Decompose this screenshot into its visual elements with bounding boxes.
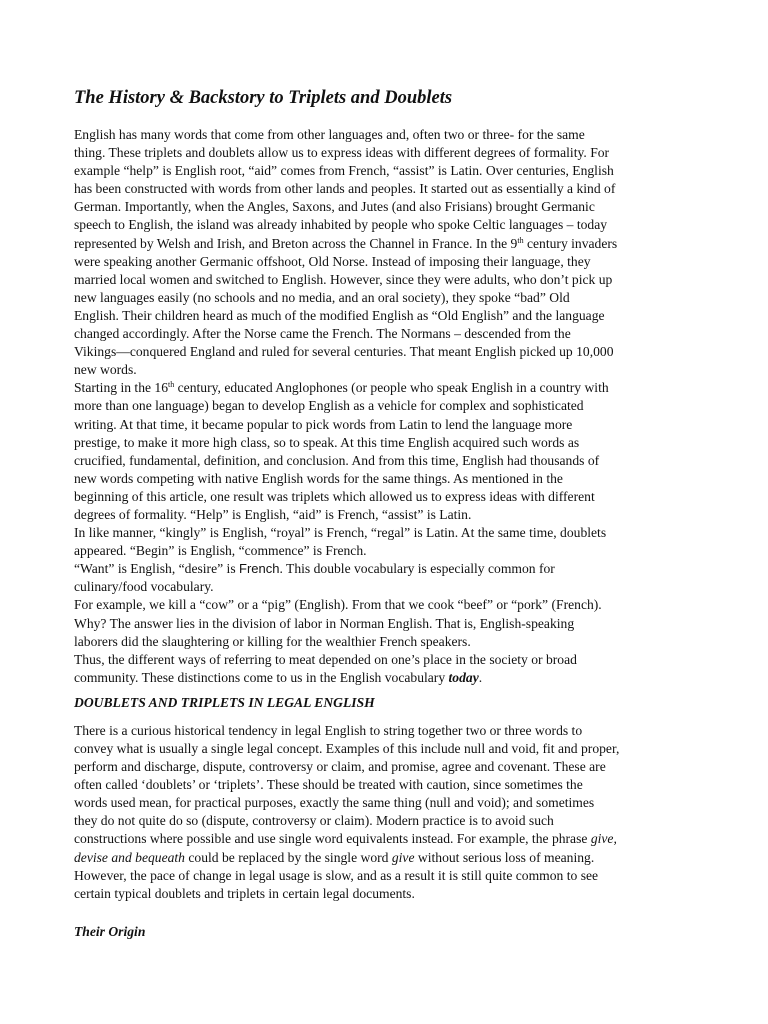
text-fragment: century, educated Anglophones (or people who speak English in a country with: [174, 380, 609, 396]
text-line: they do not quite do so (dispute, controversy or claim). Modern practice is to avoid such: [74, 813, 554, 829]
text-line: speech to English, the island was already inhabited by people who spoke Celtic languages – today: [74, 217, 608, 233]
text-fragment: could be replaced by the single word: [184, 849, 392, 865]
text-line: new words.: [74, 362, 137, 378]
text-line: English has many words that come from other languages and, often two or three- for the same: [74, 127, 585, 142]
text-line: were speaking another Germanic offshoot, Old Norse. Instead of imposing their language, they: [74, 253, 591, 269]
text-line: For example, we kill a “cow” or a “pig” (English). From that we cook “beef” or “pork” (French).: [74, 597, 602, 613]
text-line: degrees of formality. “Help” is English, “aid” is French, “assist” is Latin.: [74, 506, 472, 522]
text-line: appeared. “Begin” is English, “commence” is French.: [74, 543, 367, 559]
text-fragment: without serious loss of meaning.: [414, 849, 595, 865]
text-line: more than one language) began to develop English as a vehicle for complex and sophisticated: [74, 398, 584, 414]
text-line: English. Their children heard as much of the modified English as “Old English” and the language: [74, 307, 605, 323]
legal-paragraph: [74, 722, 696, 903]
document-page: [74, 86, 696, 941]
text-line: Vikings—conquered England and ruled for several centuries. That meant English picked up 10,000: [74, 344, 614, 360]
text-line: In like manner, “kingly” is English, “royal” is French, “regal” is Latin. At the same time, doublets: [74, 525, 607, 541]
superscript: th: [168, 380, 175, 390]
text-line: [74, 560, 696, 578]
text-line: changed accordingly. After the Norse came the French. The Normans – descended from the: [74, 326, 571, 342]
text-line: [74, 830, 696, 848]
text-line: new words competing with native English words for the same things. As mentioned in the: [74, 470, 563, 486]
text-fragment-french: French: [239, 561, 280, 577]
text-line: culinary/food vocabulary.: [74, 579, 214, 595]
text-line: has been constructed with words from other lands and peoples. It started out as essentially a kind of: [74, 181, 616, 197]
text-fragment: represented by Welsh and Irish, and Breton across the Channel in France. In the 9: [74, 235, 518, 251]
text-fragment: “Want” is English, “desire” is: [74, 561, 240, 577]
text-fragment: . This double vocabulary is especially common for: [279, 561, 555, 577]
text-line: crucified, fundamental, definition, and conclusion. And from this time, English had thousands of: [74, 452, 600, 468]
superscript: th: [517, 235, 524, 245]
text-line: writing. At that time, it became popular to pick words from Latin to lend the language more: [74, 416, 573, 432]
document-title: The History & Backstory to Triplets and Doublets: [74, 88, 453, 108]
sub-heading-origin: Their Origin: [74, 923, 146, 939]
text-fragment: community. These distinctions come to us in the English vocabulary: [74, 669, 449, 685]
text-line: Thus, the different ways of referring to meat depended on one’s place in the society or broad: [74, 651, 577, 667]
text-line: German. Importantly, when the Angles, Saxons, and Jutes (and also Frisians) brought Germanic: [74, 199, 595, 215]
text-fragment: .: [478, 669, 483, 685]
text-line: certain typical doublets and triplets in certain legal documents.: [74, 885, 415, 901]
text-line: married local women and switched to English. However, since they were adults, who don’t pick up: [74, 271, 613, 287]
text-line: example “help” is English root, “aid” comes from French, “assist” is Latin. Over centuries, English: [74, 163, 614, 179]
text-line: thing. These triplets and doublets allow us to express ideas with different degrees of formality. For: [74, 145, 610, 161]
text-line: [74, 669, 696, 687]
text-line: However, the pace of change in legal usage is slow, and as a result it is still quite common to see: [74, 867, 599, 883]
text-line: perform and discharge, dispute, controversy or claim, and promise, agree and covenant. These are: [74, 759, 606, 775]
text-line: often called ‘doublets’ or ‘triplets’. These should be treated with caution, since sometimes the: [74, 777, 583, 793]
text-line: [74, 379, 696, 397]
text-line: words used mean, for practical purposes, exactly the same thing (null and void); and sometimes: [74, 795, 595, 811]
text-line: new languages easily (no schools and no media, and an oral society), they spoke “bad” Old: [74, 289, 570, 305]
text-line: There is a curious historical tendency in legal English to string together two or three words to: [74, 722, 583, 738]
text-line: [74, 235, 696, 253]
section-heading-legal: DOUBLETS AND TRIPLETS IN LEGAL ENGLISH: [74, 694, 375, 710]
text-line: beginning of this article, one result was triplets which allowed us to express ideas with different: [74, 488, 595, 504]
text-line: Why? The answer lies in the division of labor in Norman English. That is, English-speaking: [74, 615, 575, 631]
text-fragment: Starting in the 16: [74, 380, 169, 396]
text-line: convey what is usually a single legal concept. Examples of this include null and void, fit and proper,: [74, 741, 620, 756]
text-line: [74, 849, 696, 867]
text-fragment: constructions where possible and use single word equivalents instead. For example, the phrase: [74, 831, 591, 847]
emphasis-give: give: [391, 849, 415, 865]
text-line: prestige, to make it more high class, so to speak. At this time English acquired such words as: [74, 434, 580, 450]
emphasis-today: today: [448, 669, 479, 685]
emphasis-devise: devise and bequeath: [74, 849, 185, 865]
text-line: laborers did the slaughtering or killing for the wealthier French speakers.: [74, 633, 471, 649]
intro-paragraph: [74, 126, 696, 687]
text-fragment: century invaders: [523, 235, 618, 251]
emphasis-give: give,: [590, 831, 617, 847]
